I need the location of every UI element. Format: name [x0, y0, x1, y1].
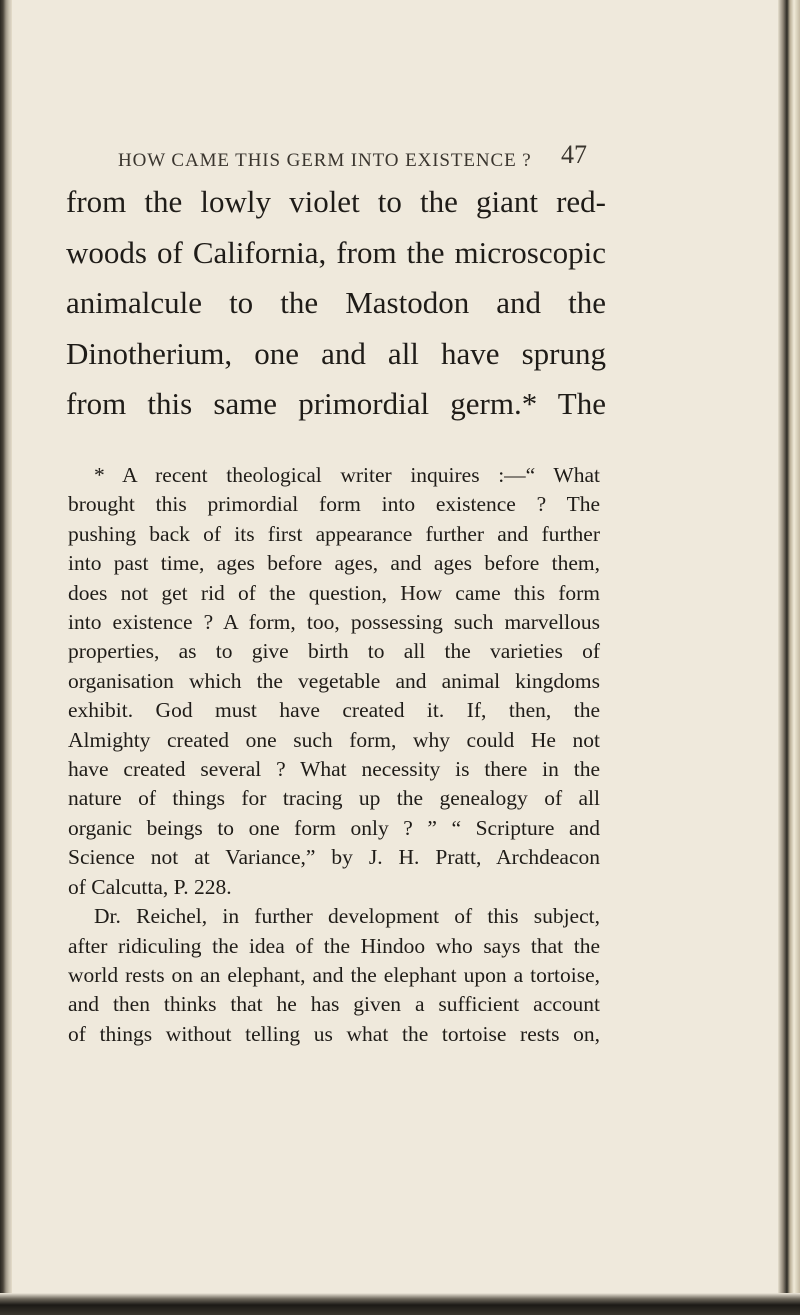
footnote-line: of things without telling us what the tortoise rests on,: [68, 1021, 600, 1046]
footnote-line: Almighty created one such form, why could He not: [68, 727, 600, 752]
footnote-line: does not get rid of the question, How came this form: [68, 580, 600, 605]
body-text: [66, 177, 606, 430]
footnote-line: into past time, ages before ages, and ages before them,: [68, 551, 600, 576]
footnote-line: world rests on an elephant, and the elephant upon a tortoise,: [68, 962, 600, 987]
footnote-line: of Calcutta, P. 228.: [68, 874, 232, 899]
footnote-line: after ridiculing the idea of the Hindoo who says that the: [68, 933, 600, 958]
footnote-line: into existence ? A form, too, possessing such marvellous: [68, 610, 600, 635]
page-edge-right: [778, 0, 800, 1315]
footnote-line: have created several ? What necessity is there in the: [68, 757, 600, 782]
page-number: 47: [561, 140, 587, 169]
footnote-line: * A recent theological writer inquires :—“ What: [94, 463, 600, 487]
footnote-line: organic beings to one form only ? ” “ Scripture and: [68, 815, 600, 840]
body-line: from this same primordial germ.* The: [66, 386, 606, 421]
footnote-line: Science not at Variance,” by J. H. Pratt, Archdeacon: [68, 845, 600, 870]
footnote-line: and then thinks that he has given a sufficient account: [68, 992, 600, 1017]
footnote-line: properties, as to give birth to all the varieties of: [68, 639, 600, 664]
page-header: [118, 140, 598, 174]
footnote-line: Dr. Reichel, in further development of this subject,: [94, 904, 600, 929]
footnote-line: pushing back of its first appearance further and further: [68, 521, 600, 546]
body-line: woods of California, from the microscopic: [66, 234, 606, 270]
body-line: from the lowly violet to the giant red-: [66, 184, 606, 219]
footnote-line: organisation which the vegetable and animal kingdoms: [68, 668, 600, 693]
footnote-line: exhibit. God must have created it. If, then, the: [68, 698, 600, 723]
page-edge-bottom: [0, 1293, 800, 1315]
footnote: [68, 461, 600, 1049]
body-line: Dinotherium, one and all have sprung: [66, 335, 606, 371]
footnote-line: brought this primordial form into existence ? The: [68, 492, 600, 517]
page-binding-shadow: [0, 0, 12, 1315]
body-line: animalcule to the Mastodon and the: [66, 285, 606, 320]
running-head: HOW CAME THIS GERM INTO EXISTENCE ?: [118, 150, 532, 171]
footnote-line: nature of things for tracing up the genealogy of all: [68, 786, 600, 811]
